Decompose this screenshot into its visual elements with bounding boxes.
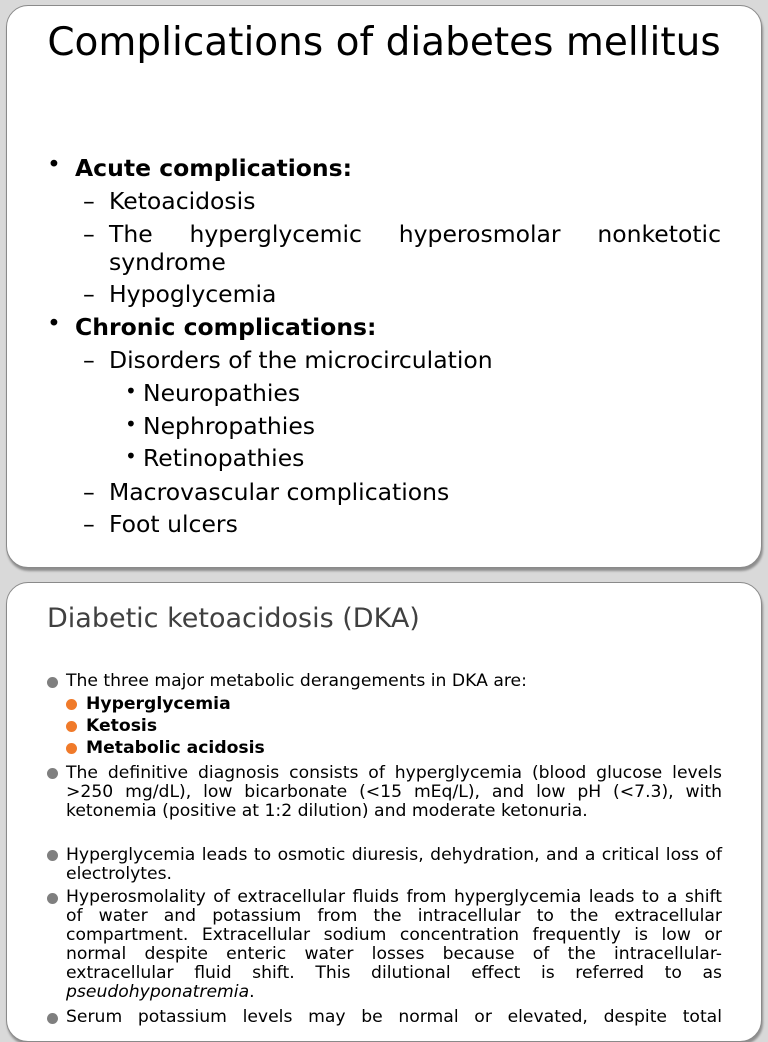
hyperosmolality-period: . [249,982,255,1002]
hyperglycemia-paragraph: Hyperglycemia leads to osmotic diuresis, dehydration, and a critical loss of electrolytes. [66,845,722,884]
slide-dka [6,582,762,1042]
dash-icon: – [83,478,95,506]
hyperosmolality-paragraph [66,888,722,1002]
potassium-paragraph: Serum potassium levels may be normal or elevated, despite total [66,1007,722,1027]
pseudohyponatremia-term: pseudohyponatremia [66,982,250,1002]
dash-icon: – [83,220,95,248]
bullet-icon: • [47,150,61,178]
bullet-icon: • [125,379,137,403]
bullet-icon [66,721,77,732]
slide-title: Complications of diabetes mellitus [47,20,721,65]
slide-title: Diabetic ketoacidosis (DKA) [47,603,420,634]
chronic-heading: Chronic complications: [75,313,377,341]
list-item: Macrovascular complications [109,478,450,506]
bullet-icon [47,1013,58,1024]
list-item: Disorders of the microcirculation [109,346,493,374]
diagnosis-paragraph: The definitive diagnosis consists of hyperglycemia (blood glucose levels >250 mg/dL), low bicarbonate (<15 mEq/L), and low pH (<7.3), with ketonemia (positive at 1:2 dilution) and moderate ketonuria. [66,763,722,821]
bullet-icon [47,850,58,861]
derangement-item: Hyperglycemia [86,694,231,714]
list-item: Nephropathies [143,412,316,440]
list-item: Retinopathies [143,444,305,472]
bullet-icon [47,677,58,688]
bullet-icon [66,699,77,710]
dash-icon: – [83,346,95,374]
list-item: Foot ulcers [109,510,238,538]
list-item: The hyperglycemic hyperosmolar nonketotic syndrome [109,220,721,276]
derangement-item: Ketosis [86,716,158,736]
bullet-icon: • [125,444,137,468]
bullet-icon: • [47,309,61,337]
list-item: Neuropathies [143,379,301,407]
intro-text: The three major metabolic derangements in DKA are: [66,671,527,691]
list-item: Hypoglycemia [109,280,277,308]
list-item: Ketoacidosis [109,187,256,215]
acute-heading: Acute complications: [75,154,353,182]
bullet-icon [47,768,58,779]
bullet-icon: • [125,412,137,436]
bullet-icon [47,893,58,904]
slide-complications [6,5,762,568]
dash-icon: – [83,187,95,215]
dash-icon: – [83,510,95,538]
derangement-item: Metabolic acidosis [86,738,265,758]
dash-icon: – [83,280,95,308]
hyperosmolality-text: Hyperosmolality of extracellular fluids from hyperglycemia leads to a shift of water and potassium from the intracellular to the extracellular compartment. Extracellular sodium concentration frequently is low or normal despite enteric water losses because of the intracellular-extracellular fluid shift. This dilutional effect is referred to as [66,887,722,983]
bullet-icon [66,743,77,754]
